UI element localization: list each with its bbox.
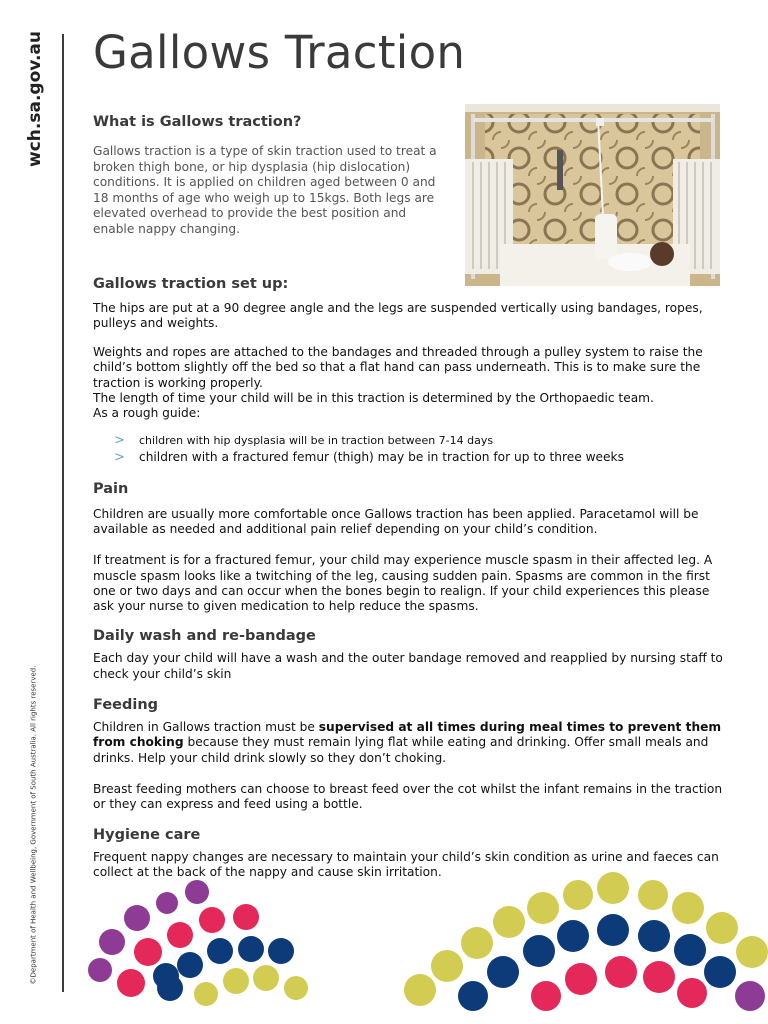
section-heading-what: What is Gallows traction? bbox=[93, 114, 302, 130]
setup-paragraph-2: Weights and ropes are attached to the bandages and threaded through a pulley system to raise the child’s bottom slightly off the bed so that a flat hand can pass underneath. This is to make sure the traction is working properly. bbox=[93, 345, 703, 390]
section-heading-pain: Pain bbox=[93, 480, 129, 497]
feeding-paragraph-1: Children in Gallows traction must be supervised at all times during meal times to prevent them from choking because they must remain lying flat while eating and drinking. Offer small meals and drinks. Help your child drink slowly so they don’t choking. bbox=[93, 720, 722, 765]
section-heading-wash: Daily wash and re-bandage bbox=[93, 628, 316, 645]
setup-paragraph-4: As a rough guide: bbox=[93, 406, 201, 421]
choking-warning: supervised at all times during meal times to prevent them from choking bbox=[93, 720, 722, 750]
hygiene-paragraph: Frequent nappy changes are necessary to maintain your child’s skin condition as urine and faeces can collect at the back of the nappy and cause skin irritation. bbox=[93, 849, 719, 879]
page-title: Gallows Traction bbox=[93, 26, 466, 79]
section-heading-hygiene: Hygiene care bbox=[93, 826, 201, 843]
article-body bbox=[93, 112, 723, 880]
decorative-dots bbox=[0, 860, 768, 1024]
chevron-right-icon: > bbox=[114, 450, 125, 466]
section-heading-setup: Gallows traction set up: bbox=[93, 275, 289, 292]
feeding-paragraph-2: Breast feeding mothers can choose to breast feed over the cot whilst the infant remains in the traction or they can express and feed using a bottle. bbox=[93, 781, 723, 812]
setup-paragraph-3: The length of time your child will be in this traction is determined by the Orthopaedic team. bbox=[93, 391, 654, 406]
wash-paragraph: Each day your child will have a wash and the outer bandage removed and reapplied by nursing staff to check your child’s skin bbox=[93, 651, 723, 681]
pain-paragraph-2: If treatment is for a fractured femur, your child may experience muscle spasm in their affected leg. A muscle spasm looks like a twitching of the leg, causing sudden pain. Spasms are common in the first one or two days and can occur when the bones begin to realign. If your child experiences this please ask your nurse to given medication to help reduce the spasms. bbox=[93, 553, 713, 614]
website-url-vertical[interactable]: wch.sa.gov.au bbox=[25, 30, 45, 167]
vertical-divider bbox=[62, 34, 64, 992]
chevron-right-icon: > bbox=[114, 432, 125, 448]
copyright-notice: ©Department of Health and Wellbeing, Government of South Australia. All rights reserved. bbox=[29, 665, 37, 985]
list-item: > children with a fractured femur (thigh) may be in traction for up to three weeks bbox=[114, 450, 624, 466]
section-heading-feeding: Feeding bbox=[93, 697, 159, 714]
intro-paragraph: Gallows traction is a type of skin traction used to treat a broken thigh bone, or hip dysplasia (hip dislocation) conditions. It is applied on children aged between 0 and 18 months of age who weigh up to 15kgs. Both legs are elevated overhead to provide the best position and enable nappy changing. bbox=[93, 144, 437, 236]
setup-paragraph-1: The hips are put at a 90 degree angle and the legs are suspended vertically using bandages, ropes, pulleys and weights. bbox=[93, 300, 703, 330]
duration-list bbox=[93, 432, 723, 467]
list-item: > children with hip dysplasia will be in traction between 7-14 days bbox=[114, 432, 494, 448]
pain-paragraph-1: Children are usually more comfortable once Gallows traction has been applied. Paracetamol will be available as needed and additional pain relief depending on your child’s condition. bbox=[93, 506, 699, 536]
